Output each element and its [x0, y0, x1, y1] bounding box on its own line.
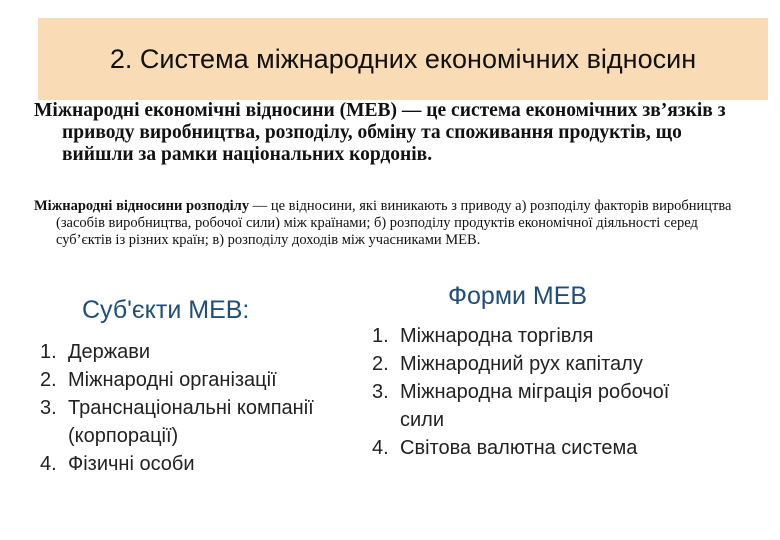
- list-item-number: 1.: [372, 325, 389, 347]
- list-item-number: 3.: [40, 397, 57, 419]
- list-item-text: Транснаціональні компанії (корпорації): [68, 397, 314, 447]
- list-item: [372, 378, 672, 434]
- distribution-paragraph: [34, 198, 746, 249]
- list-item-text: Міжнародна міграція робочої сили: [400, 381, 670, 431]
- page-title: 2. Система міжнародних економічних відносин: [109, 44, 697, 74]
- list-item-number: 2.: [40, 369, 57, 391]
- title-banner: [38, 18, 768, 100]
- list-item-text: Міжнародний рух капіталу: [400, 353, 643, 375]
- list-item-text: Міжнародні організації: [68, 369, 277, 391]
- list-item-text: Міжнародна торгівля: [400, 325, 594, 347]
- subjects-list: [40, 338, 340, 478]
- list-item-number: 3.: [372, 381, 389, 403]
- list-item-number: 4.: [372, 437, 389, 459]
- list-item: [40, 366, 340, 394]
- list-item: [40, 338, 340, 366]
- distribution-term: Міжнародні відносини розподілу: [34, 198, 250, 214]
- list-item-text: Держави: [68, 341, 151, 363]
- list-item: [372, 322, 672, 350]
- definition-paragraph: Міжнародні економічні відносини (МЕВ) — це система економічних зв’язків з приводу виробництва, розподілу, обміну та споживання продуктів, що вийшли за рамки національних кордонів.: [34, 100, 726, 165]
- list-item: [40, 394, 340, 450]
- subjects-heading: Суб'єкти МЕВ:: [82, 296, 250, 324]
- list-item: [372, 350, 672, 378]
- list-item-number: 1.: [40, 341, 57, 363]
- list-item-number: 2.: [372, 353, 389, 375]
- list-item-text: Фізичні особи: [68, 453, 195, 475]
- list-item-text: Світова валютна система: [400, 437, 638, 459]
- forms-list: [372, 322, 672, 462]
- list-item: [372, 434, 672, 462]
- distribution-text: — це відносини, які виникають з приводу а) розподілу факторів виробництва (засобів виробництва, робочої сили) між країнами; б) розподілу продуктів економічної діяльності серед суб’єктів із різних країн; в) розподілу доходів між учасниками МЕВ.: [56, 198, 732, 248]
- list-item: [40, 450, 340, 478]
- list-item-number: 4.: [40, 453, 57, 475]
- forms-heading: Форми МЕВ: [448, 282, 588, 310]
